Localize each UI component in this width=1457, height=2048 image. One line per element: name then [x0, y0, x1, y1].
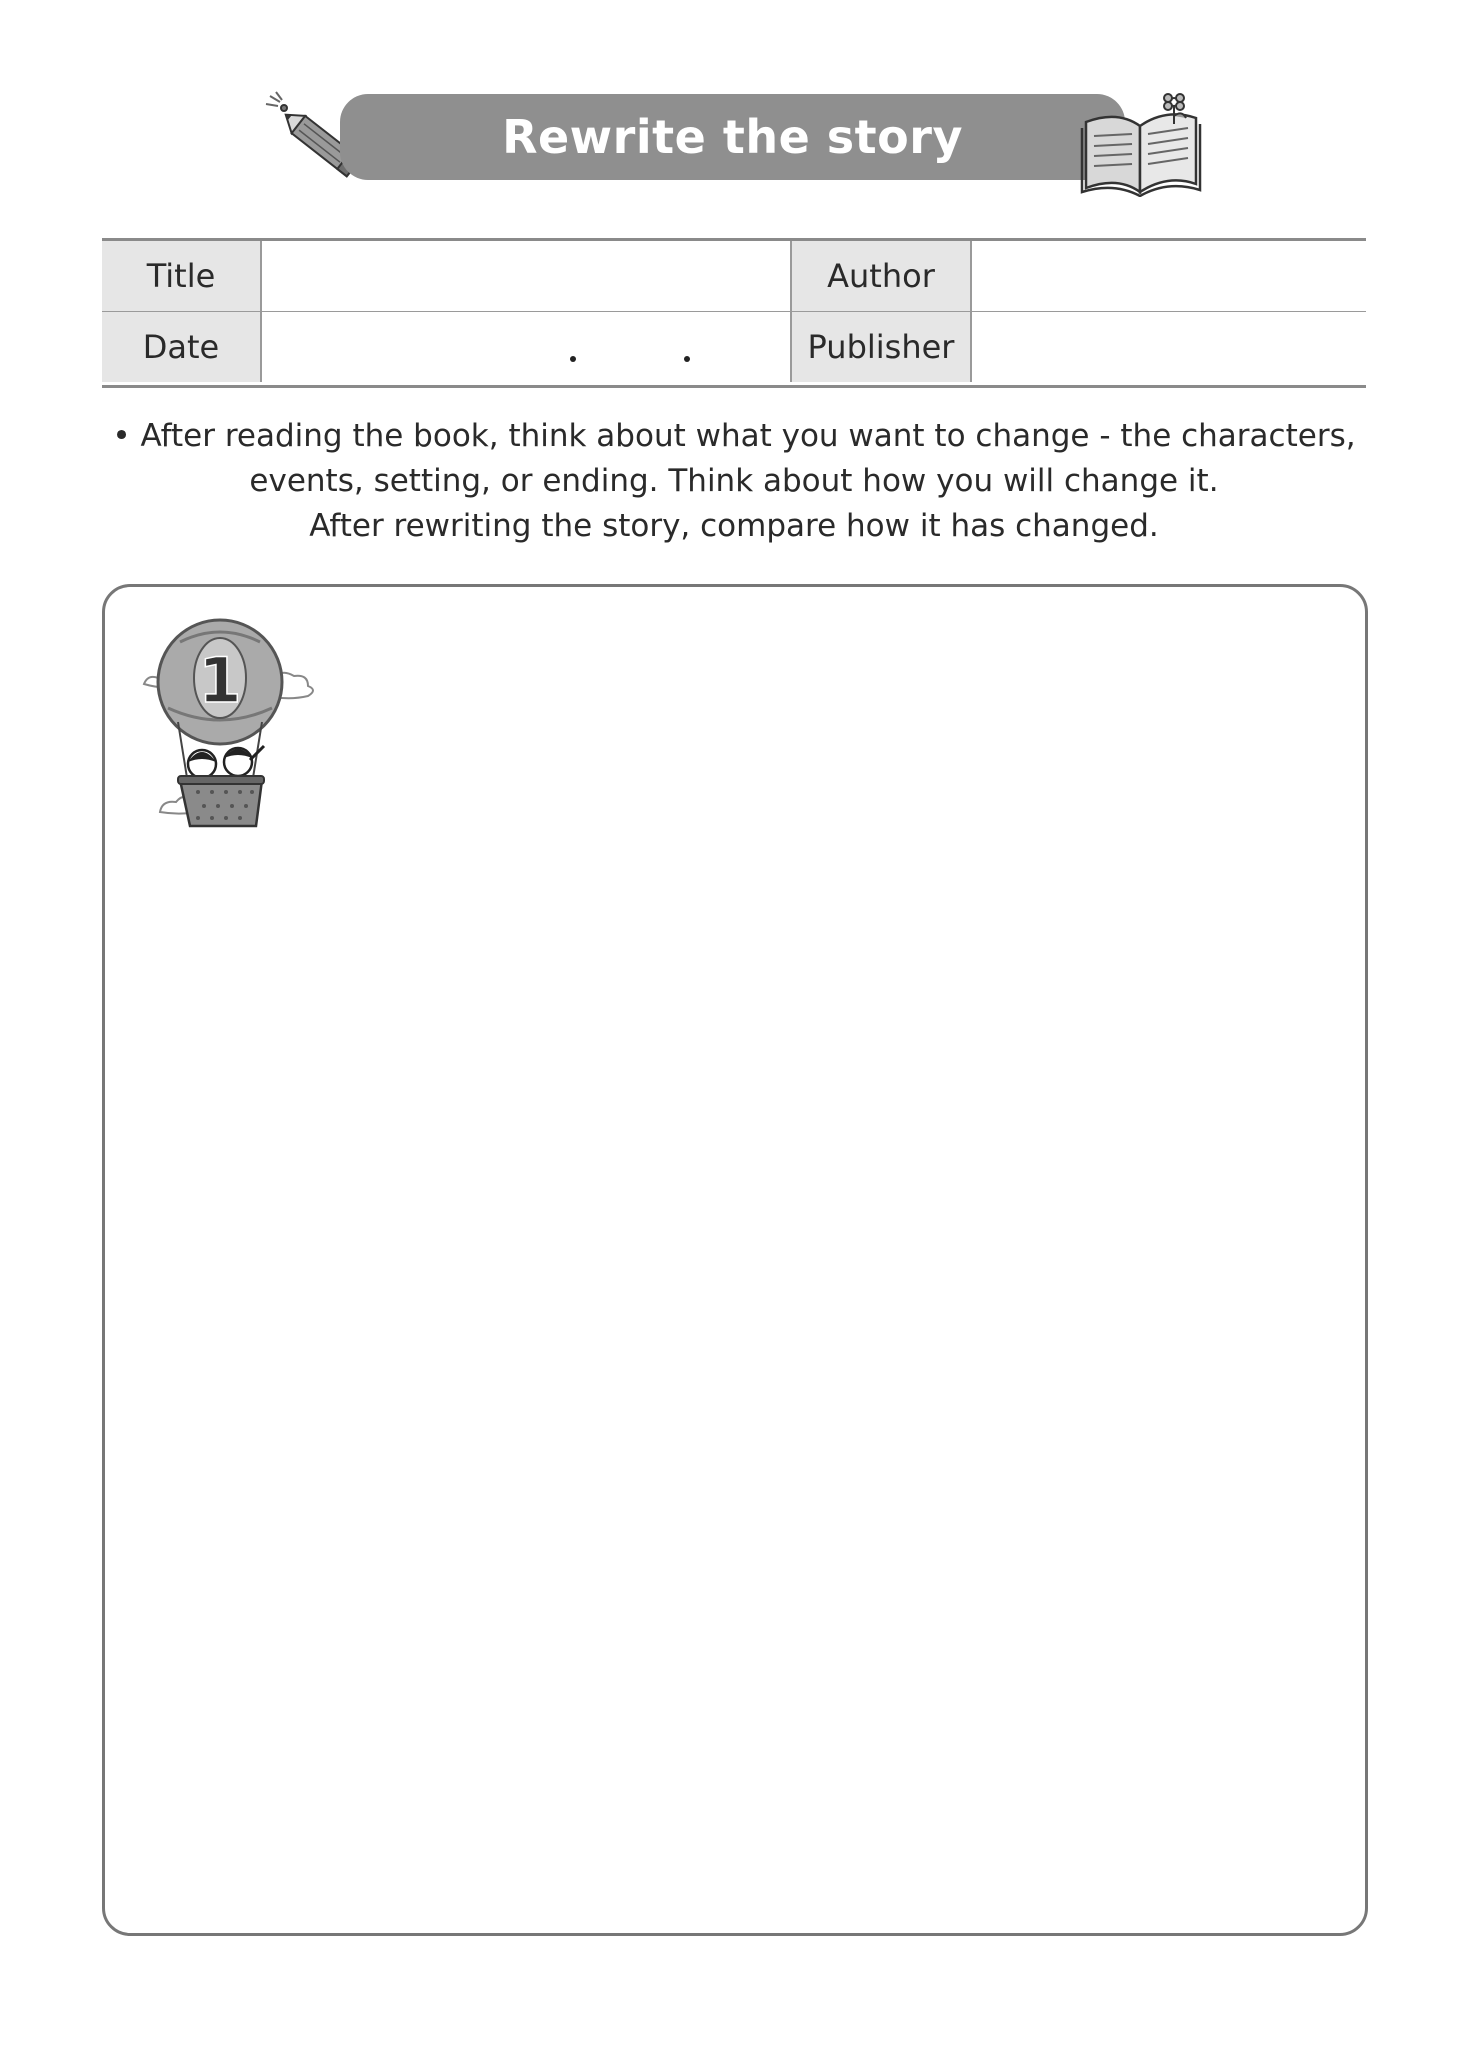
date-field[interactable] — [262, 312, 792, 382]
publisher-label: Publisher — [792, 312, 972, 382]
table-row — [102, 312, 1366, 382]
date-separator-dot — [684, 356, 690, 362]
author-field[interactable] — [972, 241, 1366, 311]
instructions — [102, 414, 1366, 549]
page-title: Rewrite the story — [502, 110, 963, 164]
instruction-line: events, setting, or ending. Think about how you will change it. — [249, 463, 1219, 499]
instruction-line: • After reading the book, think about what you want to change - the characters, — [112, 418, 1356, 454]
hot-air-balloon-icon — [138, 612, 338, 837]
open-book-icon — [1078, 92, 1208, 197]
book-info-table — [102, 238, 1366, 388]
publisher-field[interactable] — [972, 312, 1366, 382]
author-label: Author — [792, 241, 972, 311]
instruction-line: After rewriting the story, compare how it has changed. — [309, 508, 1159, 544]
title-field[interactable] — [262, 241, 792, 311]
balloon-number: 1 — [198, 644, 242, 717]
date-separator-dot — [570, 356, 576, 362]
table-row — [102, 241, 1366, 312]
date-label: Date — [102, 312, 262, 382]
title-label: Title — [102, 241, 262, 311]
